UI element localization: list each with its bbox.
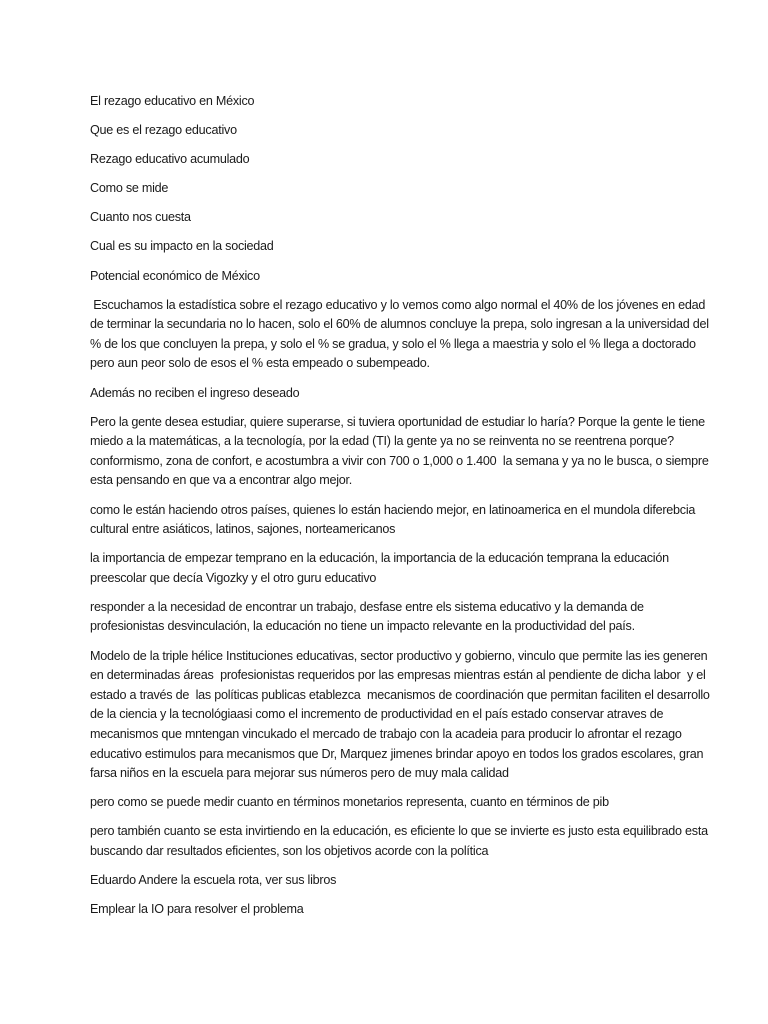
body-paragraph: Escuchamos la estadística sobre el rezago educativo y lo vemos como algo normal el 40% de los jóvenes en edad de terminar la secundaria no lo hacen, solo el 60% de alumnos concluye la prepa, solo ingresan a la universidad del % de los que concluyen la prepa, y solo el % se gradua, y solo el % llega a maestria y solo el % llega a doctorado pero aun peor solo de esos el % esta empeado o subempeado. bbox=[90, 297, 713, 371]
body-paragraph: pero también cuanto se esta invirtiendo en la educación, es eficiente lo que se invierte es justo esta equilibrado esta buscando dar resultados eficientes, son los objetivos acorde con la política bbox=[90, 824, 708, 858]
outline-item: Cuanto nos cuesta bbox=[90, 210, 191, 225]
outline-item: Cual es su impacto en la sociedad bbox=[90, 239, 274, 254]
body-paragraph: Además no reciben el ingreso deseado bbox=[90, 385, 300, 400]
outline-item: Rezago educativo acumulado bbox=[90, 152, 250, 167]
body-paragraph: Emplear la IO para resolver el problema bbox=[90, 902, 304, 917]
document-title: El rezago educativo en México bbox=[90, 94, 255, 108]
outline-item: Que es el rezago educativo bbox=[90, 123, 237, 138]
outline-item: Potencial económico de México bbox=[90, 268, 260, 283]
body-paragraph: Eduardo Andere la escuela rota, ver sus libros bbox=[90, 873, 337, 887]
body-paragraph: como le están haciendo otros países, quienes lo están haciendo mejor, en latinoamerica en el mundola diferebcia cultural entre asiáticos, latinos, sajones, norteamericanos bbox=[90, 502, 696, 537]
body-paragraph: responder a la necesidad de encontrar un trabajo, desfase entre els sistema educativo y la demanda de profesionistas desvinculación, la educación no tiene un impacto relevante en la productividad del país. bbox=[90, 599, 644, 634]
outline-item: Como se mide bbox=[90, 181, 169, 196]
body-paragraph: pero como se puede medir cuanto en términos monetarios representa, cuanto en términos de pib bbox=[90, 795, 609, 810]
body-paragraph: la importancia de empezar temprano en la educación, la importancia de la educación temprana la educación preescolar que decía Vigozky y el otro guru educativo bbox=[90, 551, 669, 585]
body-paragraph: Modelo de la triple hélice Instituciones educativas, sector productivo y gobierno, vinculo que permite las ies generen en determinadas áreas profesionistas requeridos por las empresas mientras están al pendiente de dicha labor y el estado a través de las políticas publicas etablezca mecanismos de coordinación que permitan faciliten el desarrollo de la ciencia y la tecnológiaasi como el incremento de productividad en el país estado conservar atraves de mecanismos que mntengan vincukado el mercado de trabajo con la acadeia para producir lo afrontar el rezago educativo estimulos para mecanismos que Dr, Marquez jimenes brindar apoyo en todos los grados escolares, gran farsa niños en la escuela para mejorar sus números pero de muy mala calidad bbox=[90, 648, 713, 781]
document-body bbox=[90, 92, 713, 929]
body-paragraph: Pero la gente desea estudiar, quiere superarse, si tuviera oportunidad de estudiar lo haría? Porque la gente le tiene miedo a la matemáticas, a la tecnología, por la edad (TI) la gente ya no se reinventa no se reentrena porque? conformismo, zona de confort, e acostumbra a vivir con 700 o 1,000 o 1.400 la semana y ya no le busca, o siempre esta pensando en que va a encontrar algo mejor. bbox=[90, 414, 712, 488]
